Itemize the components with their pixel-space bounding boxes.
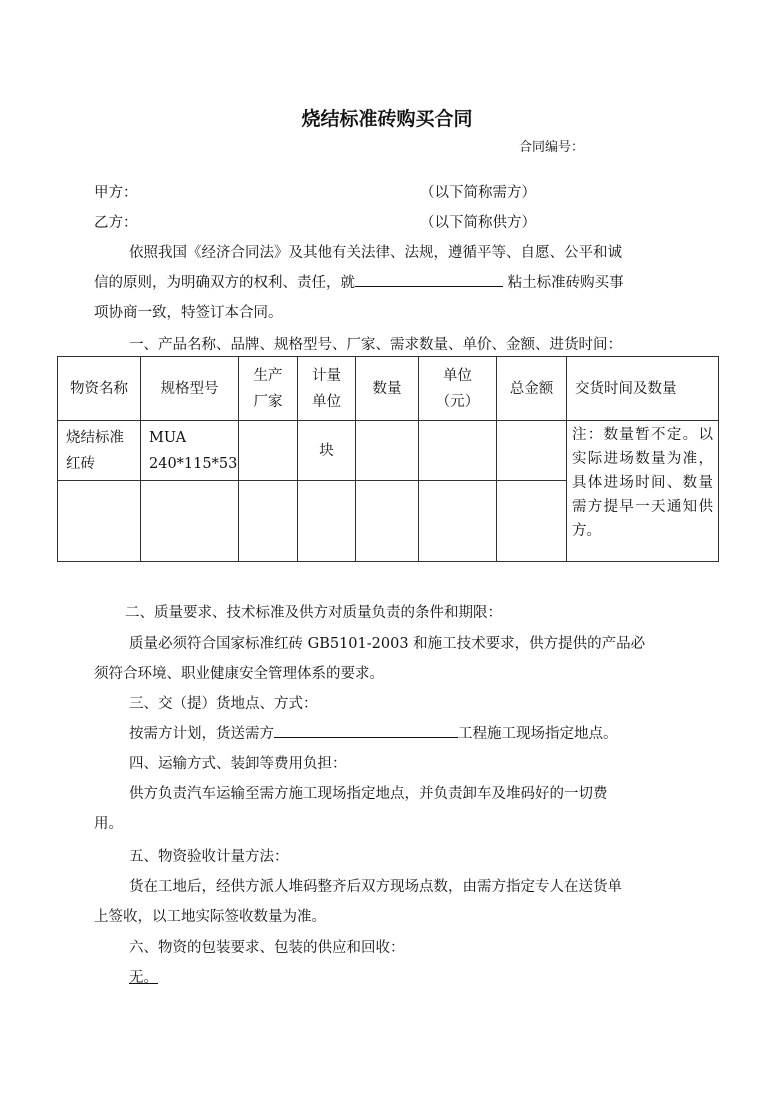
header-quantity: 数量 <box>356 357 419 421</box>
intro-line-2-tail: 粘土标准砖购买事 <box>507 275 624 291</box>
section-2-line-2: 须符合环境、职业健康安全管理体系的要求。 <box>94 666 384 682</box>
cell-empty <box>239 481 298 562</box>
section-5-heading: 五、物资验收计量方法： <box>129 849 289 865</box>
intro-line-2 <box>94 271 624 292</box>
section-2-line-1: 质量必须符合国家标准红砖 GB5101-2003 和施工技术要求，供方提供的产品必 <box>129 636 646 652</box>
section-3-line <box>129 722 618 743</box>
section-5-line-1: 货在工地后，经供方派人堆码整齐后双方现场点数，由需方指定专人在送货单 <box>129 879 622 895</box>
site-blank-line <box>274 723 458 738</box>
section-3-heading: 三、交（提）货地点、方式： <box>129 696 318 712</box>
header-manufacturer: 生产 厂家 <box>239 357 298 421</box>
section-5-line-2: 上签收，以工地实际签收数量为准。 <box>94 909 326 925</box>
cell-spec: MUA 240*115*53 <box>141 421 239 481</box>
section-4-line-1: 供方负责汽车运输至需方施工现场指定地点，并负责卸车及堆码好的一切费 <box>129 786 608 802</box>
header-unit: 计量 单位 <box>298 357 356 421</box>
header-total-amount: 总金额 <box>497 357 567 421</box>
section-3-tail: 工程施工现场指定地点。 <box>458 726 618 742</box>
section-6-text: 无。 <box>129 970 158 986</box>
table-row <box>58 421 719 481</box>
cell-empty <box>356 481 419 562</box>
header-unit-price: 单位 （元） <box>419 357 497 421</box>
intro-line-2-text: 信的原则，为明确双方的权利、责任，就 <box>94 275 355 291</box>
header-spec: 规格型号 <box>141 357 239 421</box>
party-b-note: （以下简称供方） <box>420 215 536 231</box>
section-3-text: 按需方计划，货送需方 <box>129 726 274 742</box>
cell-unit-price <box>419 421 497 481</box>
cell-quantity <box>356 421 419 481</box>
cell-empty <box>497 481 567 562</box>
cell-delivery-note: 注：数量暂不定。以实际进场数量为准，具体进场时间、数量需方提早一天通知供方。 <box>567 421 719 562</box>
section-4-line-2: 用。 <box>94 816 123 832</box>
party-b-label: 乙方： <box>94 215 138 231</box>
cell-manufacturer <box>239 421 298 481</box>
cell-unit: 块 <box>298 421 356 481</box>
section-2-heading: 二、质量要求、技术标准及供方对质量负责的条件和期限： <box>125 605 502 621</box>
header-delivery-time: 交货时间及数量 <box>567 357 719 421</box>
section-1-heading: 一、产品名称、品牌、规格型号、厂家、需求数量、单价、金额、进货时间： <box>129 337 622 353</box>
cell-empty <box>58 481 141 562</box>
cell-total-amount <box>497 421 567 481</box>
intro-line-3: 项协商一致，特签订本合同。 <box>94 305 283 321</box>
goods-table <box>57 356 719 562</box>
document-title: 烧结标准砖购买合同 <box>301 108 473 130</box>
table-header-row <box>58 357 719 421</box>
header-material-name: 物资名称 <box>58 357 141 421</box>
party-a-label: 甲方： <box>94 185 138 201</box>
section-4-heading: 四、运输方式、装卸等费用负担： <box>129 756 347 772</box>
cell-material-name: 烧结标准 红砖 <box>58 421 141 481</box>
cell-empty <box>298 481 356 562</box>
section-6-heading: 六、物资的包装要求、包装的供应和回收： <box>129 940 405 956</box>
cell-empty <box>419 481 497 562</box>
intro-line-1: 依照我国《经济合同法》及其他有关法律、法规，遵循平等、自愿、公平和诚 <box>129 245 622 261</box>
party-a-note: （以下简称需方） <box>420 185 536 201</box>
subject-blank-line <box>355 272 503 287</box>
cell-empty <box>141 481 239 562</box>
contract-number-label: 合同编号： <box>519 140 585 155</box>
